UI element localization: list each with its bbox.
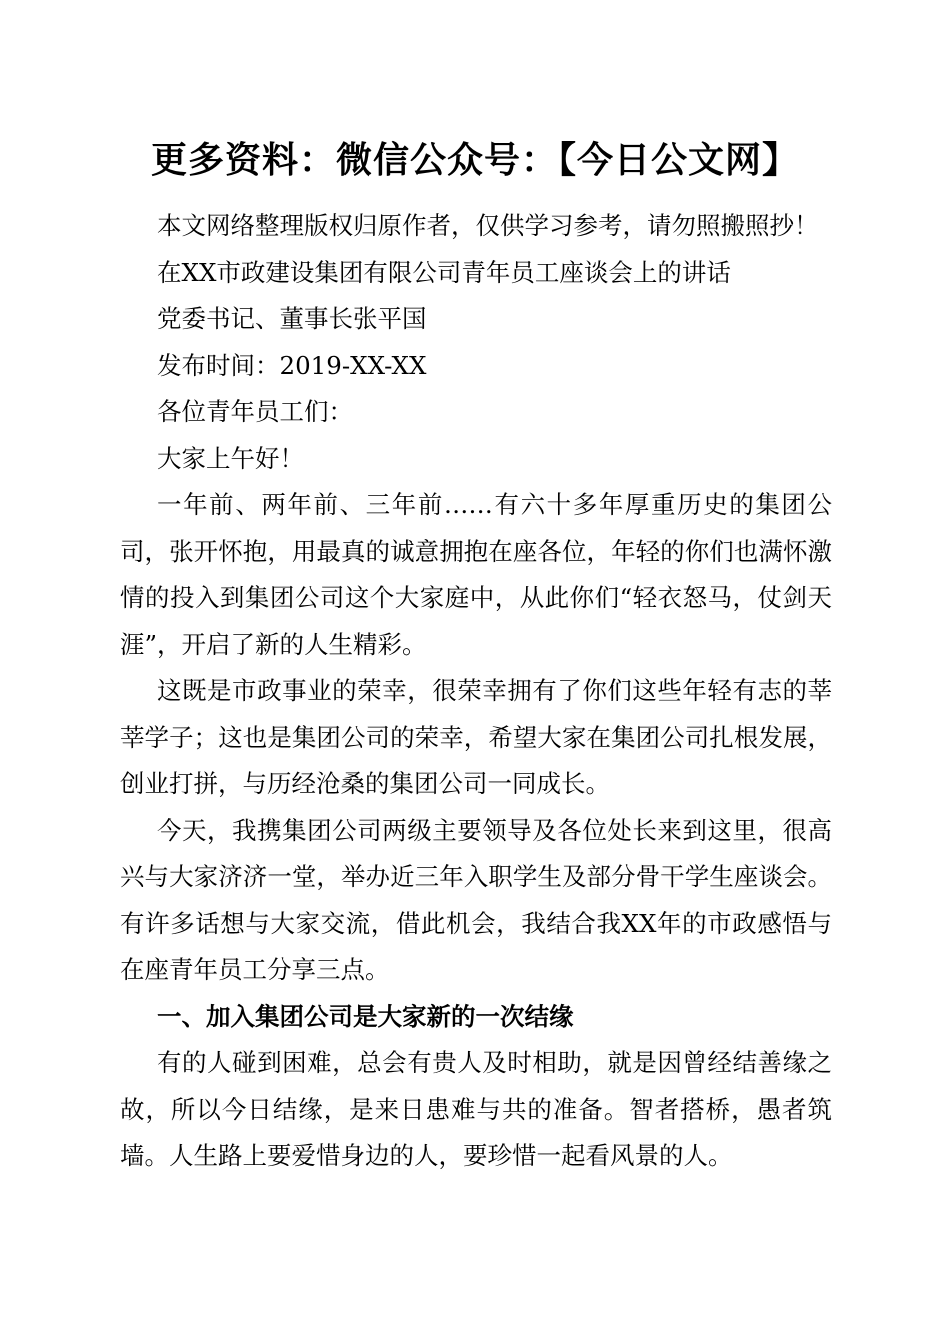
speech-title: 在XX市政建设集团有限公司青年员工座谈会上的讲话: [157, 257, 731, 287]
copyright-notice: 本文网络整理版权归原作者，仅供学习参考，请勿照搬照抄！: [157, 211, 819, 240]
paragraph: 今天，我携集团公司两级主要领导及各位处长来到这里，很高兴与大家济济一堂，举办近三年入职学生及部分骨干学生座谈会。有许多话想与大家交流，借此机会，我结合我XX年的市政感悟与在座青年员工分享三点。: [120, 815, 832, 984]
publish-time: 发布时间：2019-XX-XX: [157, 350, 427, 380]
section-heading: 一、加入集团公司是大家新的一次结缘: [157, 1001, 574, 1031]
paragraph: 有的人碰到困难，总会有贵人及时相助，就是因曾经结善缘之故，所以今日结缘，是来日患难与共的准备。智者搭桥，愚者筑墙。人生路上要爱惜身边的人，要珍惜一起看风景的人。: [120, 1048, 832, 1170]
salutation: 各位青年员工们：: [157, 397, 353, 426]
speaker-line: 党委书记、董事长张平国: [157, 304, 427, 333]
paragraph: 这既是市政事业的荣幸，很荣幸拥有了你们这些年轻有志的莘莘学子；这也是集团公司的荣幸，希望大家在集团公司扎根发展，创业打拼，与历经沧桑的集团公司一同成长。: [120, 676, 832, 798]
header-title: 更多资料：微信公众号：【今日公文网】: [150, 139, 799, 181]
document-body: [120, 203, 832, 1180]
greeting: 大家上午好！: [157, 443, 304, 473]
paragraph: 一年前、两年前、三年前……有六十多年厚重历史的集团公司，张开怀抱，用最真的诚意拥抱在座各位，年轻的你们也满怀激情的投入到集团公司这个大家庭中，从此你们“轻衣怒马，仗剑天涯”，开启了新的人生精彩。: [120, 490, 832, 659]
